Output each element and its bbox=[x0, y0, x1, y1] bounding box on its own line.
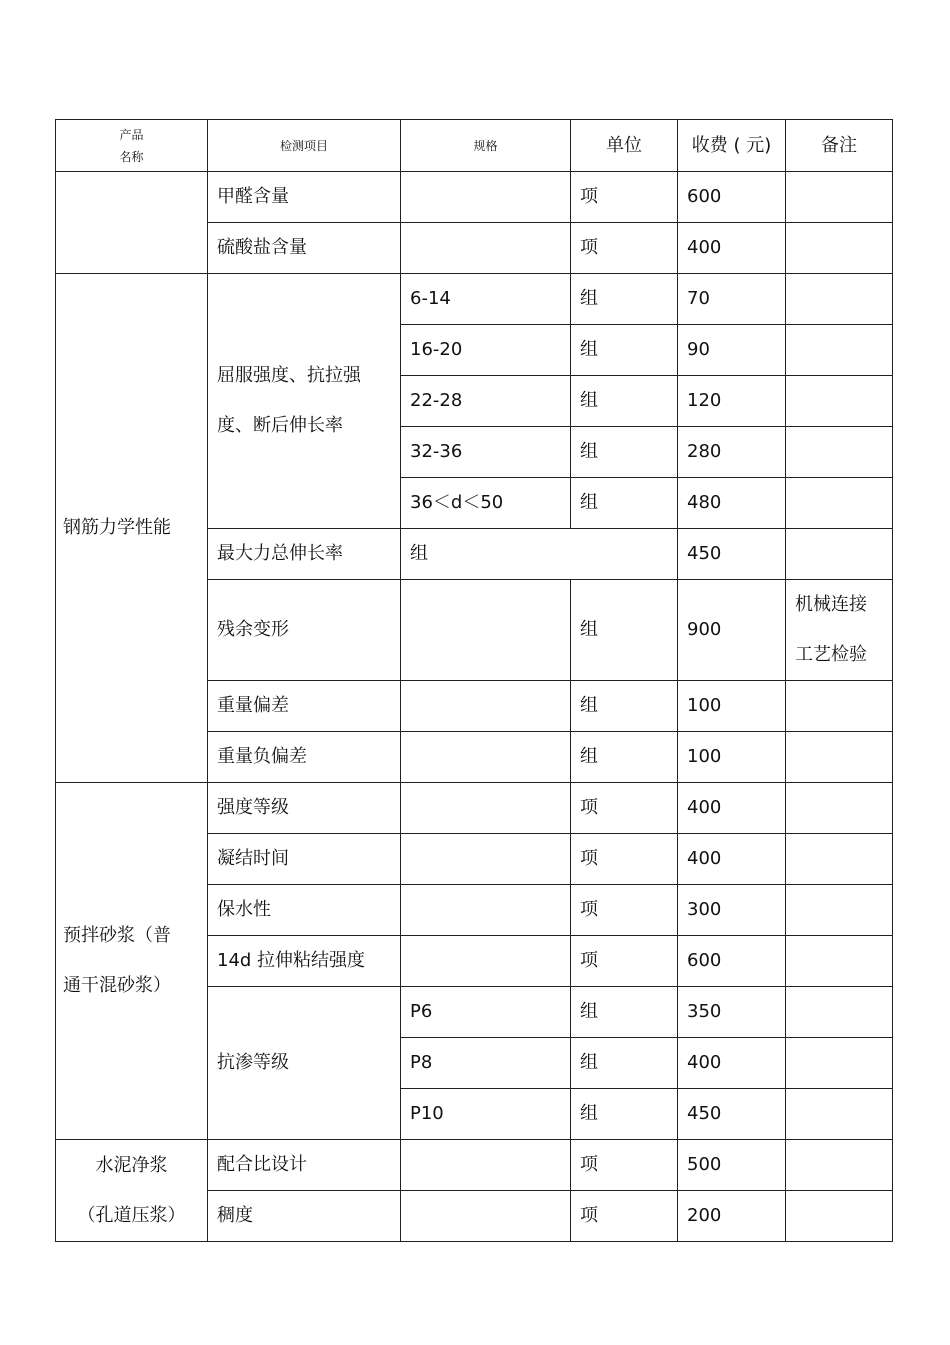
note-cell bbox=[786, 1038, 893, 1089]
fee-cell: 450 bbox=[678, 529, 786, 580]
header-spec: 规格 bbox=[401, 120, 571, 172]
spec-unit-cell: 组 bbox=[401, 529, 678, 580]
header-note: 备注 bbox=[786, 120, 893, 172]
spec-cell: 32-36 bbox=[401, 427, 571, 478]
item-cell: 抗渗等级 bbox=[208, 987, 401, 1140]
fee-cell: 120 bbox=[678, 376, 786, 427]
unit-cell: 组 bbox=[571, 1089, 678, 1140]
table-row bbox=[56, 783, 893, 834]
note-cell bbox=[786, 478, 893, 529]
fee-cell: 450 bbox=[678, 1089, 786, 1140]
spec-cell bbox=[401, 1191, 571, 1242]
unit-cell: 项 bbox=[571, 783, 678, 834]
spec-cell: P6 bbox=[401, 987, 571, 1038]
spec-cell: P8 bbox=[401, 1038, 571, 1089]
fee-cell: 400 bbox=[678, 1038, 786, 1089]
note-line: 工艺检验 bbox=[795, 644, 867, 665]
spec-cell bbox=[401, 936, 571, 987]
fee-cell: 480 bbox=[678, 478, 786, 529]
product-line: （孔道压浆） bbox=[77, 1204, 186, 1226]
item-cell: 重量负偏差 bbox=[208, 732, 401, 783]
note-cell bbox=[786, 732, 893, 783]
fee-cell: 350 bbox=[678, 987, 786, 1038]
item-cell: 配合比设计 bbox=[208, 1140, 401, 1191]
unit-cell: 组 bbox=[571, 580, 678, 681]
item-cell: 重量偏差 bbox=[208, 681, 401, 732]
fee-cell: 400 bbox=[678, 834, 786, 885]
fee-cell: 200 bbox=[678, 1191, 786, 1242]
unit-cell: 组 bbox=[571, 732, 678, 783]
unit-cell: 项 bbox=[571, 1191, 678, 1242]
note-cell bbox=[786, 580, 893, 681]
unit-cell: 组 bbox=[571, 478, 678, 529]
fee-cell: 600 bbox=[678, 936, 786, 987]
header-unit: 单位 bbox=[571, 120, 678, 172]
note-cell bbox=[786, 427, 893, 478]
note-cell bbox=[786, 223, 893, 274]
unit-cell: 组 bbox=[571, 376, 678, 427]
spec-cell bbox=[401, 834, 571, 885]
unit-cell: 组 bbox=[571, 274, 678, 325]
table-row bbox=[56, 274, 893, 325]
note-cell bbox=[786, 1140, 893, 1191]
item-cell: 甲醛含量 bbox=[208, 172, 401, 223]
note-cell bbox=[786, 1089, 893, 1140]
item-cell: 残余变形 bbox=[208, 580, 401, 681]
note-cell bbox=[786, 376, 893, 427]
fee-cell: 100 bbox=[678, 681, 786, 732]
note-cell bbox=[786, 274, 893, 325]
fee-cell: 400 bbox=[678, 783, 786, 834]
fee-cell: 600 bbox=[678, 172, 786, 223]
item-line: 度、断后伸长率 bbox=[217, 415, 343, 436]
unit-cell: 项 bbox=[571, 1140, 678, 1191]
spec-cell: 16-20 bbox=[401, 325, 571, 376]
spec-cell bbox=[401, 681, 571, 732]
note-cell bbox=[786, 987, 893, 1038]
unit-cell: 项 bbox=[571, 936, 678, 987]
fee-cell: 900 bbox=[678, 580, 786, 681]
spec-cell bbox=[401, 1140, 571, 1191]
unit-cell: 项 bbox=[571, 834, 678, 885]
spec-cell bbox=[401, 223, 571, 274]
item-cell: 保水性 bbox=[208, 885, 401, 936]
table-row bbox=[56, 172, 893, 223]
item-cell: 凝结时间 bbox=[208, 834, 401, 885]
note-cell bbox=[786, 936, 893, 987]
item-line: 屈服强度、抗拉强 bbox=[217, 365, 361, 386]
product-cell: 钢筋力学性能 bbox=[56, 274, 208, 783]
header-fee: 收费 ( 元) bbox=[678, 120, 786, 172]
product-line: 预拌砂浆（普 bbox=[63, 925, 171, 946]
fee-cell: 300 bbox=[678, 885, 786, 936]
header-product bbox=[56, 120, 208, 172]
spec-cell: 6-14 bbox=[401, 274, 571, 325]
unit-cell: 组 bbox=[571, 987, 678, 1038]
product-line: 水泥净浆 bbox=[95, 1154, 168, 1176]
note-cell bbox=[786, 885, 893, 936]
note-cell bbox=[786, 172, 893, 223]
header-product-line2: 名称 bbox=[119, 149, 144, 164]
product-line: 通干混砂浆） bbox=[63, 975, 171, 996]
note-line: 机械连接 bbox=[795, 594, 867, 615]
unit-cell: 组 bbox=[571, 427, 678, 478]
spec-cell bbox=[401, 732, 571, 783]
unit-cell: 组 bbox=[571, 681, 678, 732]
item-cell: 最大力总伸长率 bbox=[208, 529, 401, 580]
note-cell bbox=[786, 325, 893, 376]
fee-cell: 280 bbox=[678, 427, 786, 478]
unit-cell: 组 bbox=[571, 1038, 678, 1089]
spec-cell: 36＜d＜50 bbox=[401, 478, 571, 529]
note-cell bbox=[786, 834, 893, 885]
unit-cell: 组 bbox=[571, 325, 678, 376]
fee-cell: 400 bbox=[678, 223, 786, 274]
product-cell bbox=[56, 783, 208, 1140]
fee-table bbox=[55, 119, 893, 1242]
spec-cell: P10 bbox=[401, 1089, 571, 1140]
unit-cell: 项 bbox=[571, 885, 678, 936]
fee-cell: 70 bbox=[678, 274, 786, 325]
note-cell bbox=[786, 529, 893, 580]
product-cell-empty bbox=[56, 172, 208, 274]
note-cell bbox=[786, 681, 893, 732]
table-header-row bbox=[56, 120, 893, 172]
unit-cell: 项 bbox=[571, 172, 678, 223]
item-cell: 硫酸盐含量 bbox=[208, 223, 401, 274]
spec-cell bbox=[401, 580, 571, 681]
item-cell: 稠度 bbox=[208, 1191, 401, 1242]
fee-cell: 100 bbox=[678, 732, 786, 783]
header-product-line1: 产品 bbox=[119, 127, 144, 142]
unit-cell: 项 bbox=[571, 223, 678, 274]
item-cell-multiline bbox=[208, 274, 401, 529]
header-item: 检测项目 bbox=[208, 120, 401, 172]
note-cell bbox=[786, 1191, 893, 1242]
spec-cell: 22-28 bbox=[401, 376, 571, 427]
item-cell: 14d 拉伸粘结强度 bbox=[208, 936, 401, 987]
spec-cell bbox=[401, 783, 571, 834]
spec-cell bbox=[401, 885, 571, 936]
spec-cell bbox=[401, 172, 571, 223]
fee-cell: 500 bbox=[678, 1140, 786, 1191]
product-cell bbox=[56, 1140, 208, 1242]
note-cell bbox=[786, 783, 893, 834]
table-row bbox=[56, 1140, 893, 1191]
fee-cell: 90 bbox=[678, 325, 786, 376]
item-cell: 强度等级 bbox=[208, 783, 401, 834]
